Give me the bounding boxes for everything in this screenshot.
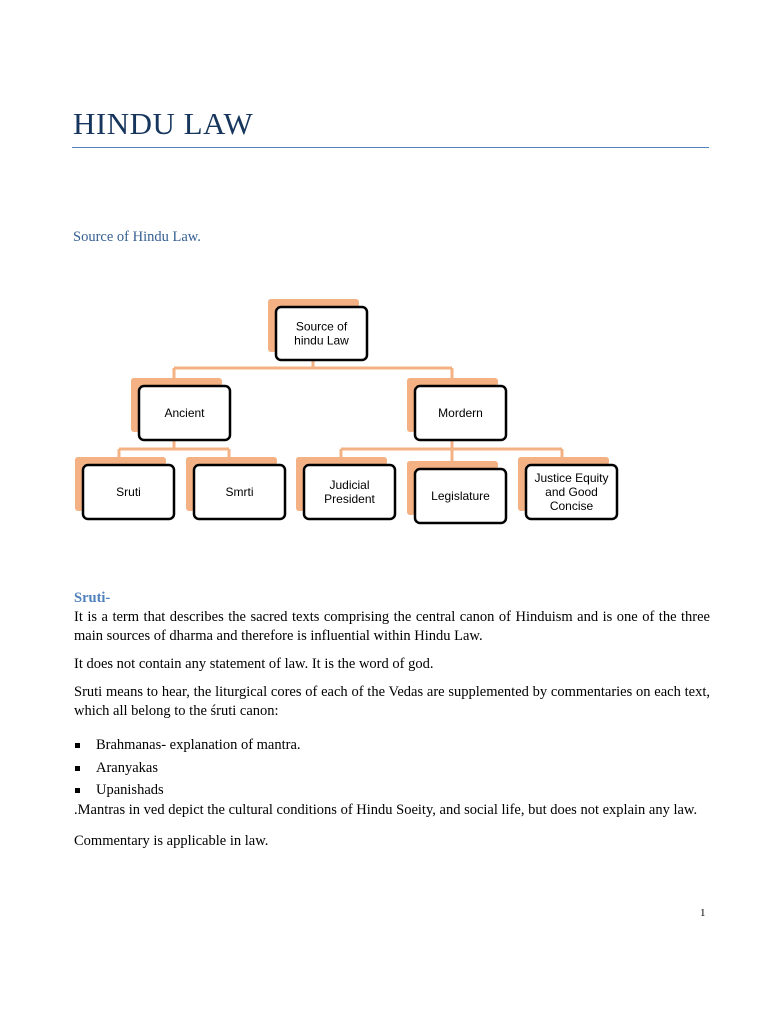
diagram-nodes bbox=[75, 299, 617, 523]
list-item: Aranyakas bbox=[74, 759, 710, 778]
node-legislature bbox=[407, 461, 506, 523]
node-label: Sruti bbox=[116, 485, 141, 499]
sruti-paragraph-1: It is a term that describes the sacred texts comprising the central canon of Hinduism and is one of the three main sources of dharma and therefore is influential within Hindu Law. bbox=[74, 609, 710, 644]
commentary-paragraph: Commentary is applicable in law. bbox=[74, 832, 269, 849]
list-item: Brahmanas- explanation of mantra. bbox=[74, 736, 710, 755]
node-justice-equity bbox=[518, 457, 617, 519]
square-bullet-icon bbox=[75, 788, 80, 793]
node-judicial-president bbox=[296, 457, 395, 519]
node-label: Ancient bbox=[164, 406, 205, 420]
node-source-of-hindu-law bbox=[268, 299, 367, 360]
title-underline bbox=[72, 147, 709, 148]
node-label: and Good bbox=[545, 485, 598, 499]
node-label: hindu Law bbox=[294, 333, 349, 348]
sources-hierarchy-diagram bbox=[0, 290, 768, 540]
node-mordern bbox=[407, 378, 506, 440]
document-title: HINDU LAW bbox=[73, 106, 254, 141]
sruti-paragraph-3: Sruti means to hear, the liturgical cores of each of the Vedas are supplemented by commentaries on each text, which all belong to the śruti canon: bbox=[74, 684, 710, 719]
sruti-paragraph-2: It does not contain any statement of law. It is the word of god. bbox=[74, 656, 434, 672]
node-label: Smrti bbox=[225, 485, 254, 499]
node-label: Mordern bbox=[438, 406, 483, 420]
square-bullet-icon bbox=[75, 766, 80, 771]
node-label: Concise bbox=[549, 499, 594, 513]
node-sruti bbox=[75, 457, 174, 519]
square-bullet-icon bbox=[75, 743, 80, 748]
page-number: 1 bbox=[700, 907, 706, 919]
node-smrti bbox=[186, 457, 285, 519]
sruti-heading: Sruti- bbox=[74, 590, 111, 606]
sruti-section bbox=[74, 589, 710, 860]
list-item: Upanishads bbox=[74, 781, 710, 800]
node-label: President bbox=[324, 492, 375, 506]
mantras-paragraph: .Mantras in ved depict the cultural conditions of Hindu Soeity, and social life, but does not explain any law. bbox=[74, 801, 698, 818]
node-label: Source of bbox=[295, 319, 348, 334]
node-label: Legislature bbox=[431, 489, 490, 503]
node-label: Justice Equity bbox=[534, 471, 609, 485]
node-label: Judicial bbox=[329, 478, 370, 492]
node-ancient bbox=[131, 378, 230, 440]
section-subheading: Source of Hindu Law. bbox=[73, 229, 201, 245]
sruti-texts-list bbox=[74, 736, 710, 800]
